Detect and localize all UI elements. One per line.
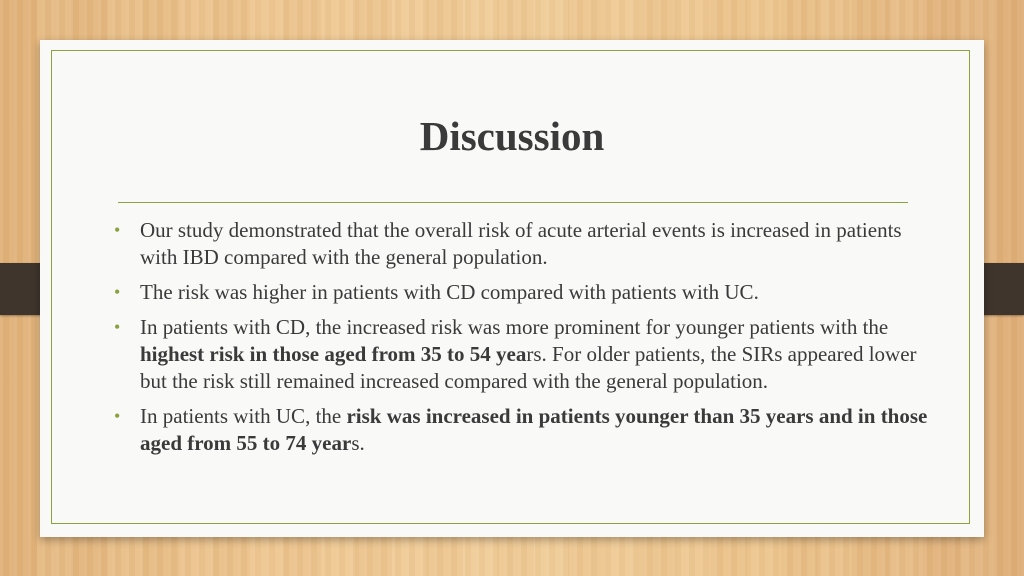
bullet-icon: • bbox=[114, 220, 121, 240]
bullet-icon: • bbox=[114, 282, 121, 302]
bullet-item bbox=[114, 279, 930, 306]
bullet-text-bold: risk was increased in patients younger than 35 years and in those aged from 55 to 74 year bbox=[140, 404, 928, 455]
slide-title: Discussion bbox=[419, 113, 605, 159]
bullet-item bbox=[114, 403, 930, 457]
bullet-text: s. bbox=[351, 431, 365, 455]
bullet-item bbox=[114, 217, 930, 271]
bullet-item bbox=[114, 314, 930, 395]
slide-card bbox=[40, 40, 984, 537]
bullet-text: The risk was higher in patients with CD compared with patients with UC. bbox=[140, 280, 759, 304]
bullet-text: In patients with CD, the increased risk was more prominent for younger patients with the bbox=[140, 315, 889, 339]
bullet-text: In patients with UC, the bbox=[140, 404, 347, 428]
bullet-text-bold: highest risk in those aged from 35 to 54 yea bbox=[140, 342, 527, 366]
bullet-text: rs. For older patients, the SIRs appeared lower but the risk still remained increased compared with the general population. bbox=[140, 342, 917, 393]
bullet-list bbox=[114, 217, 930, 465]
bullet-text: Our study demonstrated that the overall risk of acute arterial events is increased in patients with IBD compared with the general population. bbox=[140, 218, 902, 269]
bullet-icon: • bbox=[114, 406, 121, 426]
bullet-icon: • bbox=[114, 317, 121, 337]
title-divider bbox=[118, 202, 908, 203]
